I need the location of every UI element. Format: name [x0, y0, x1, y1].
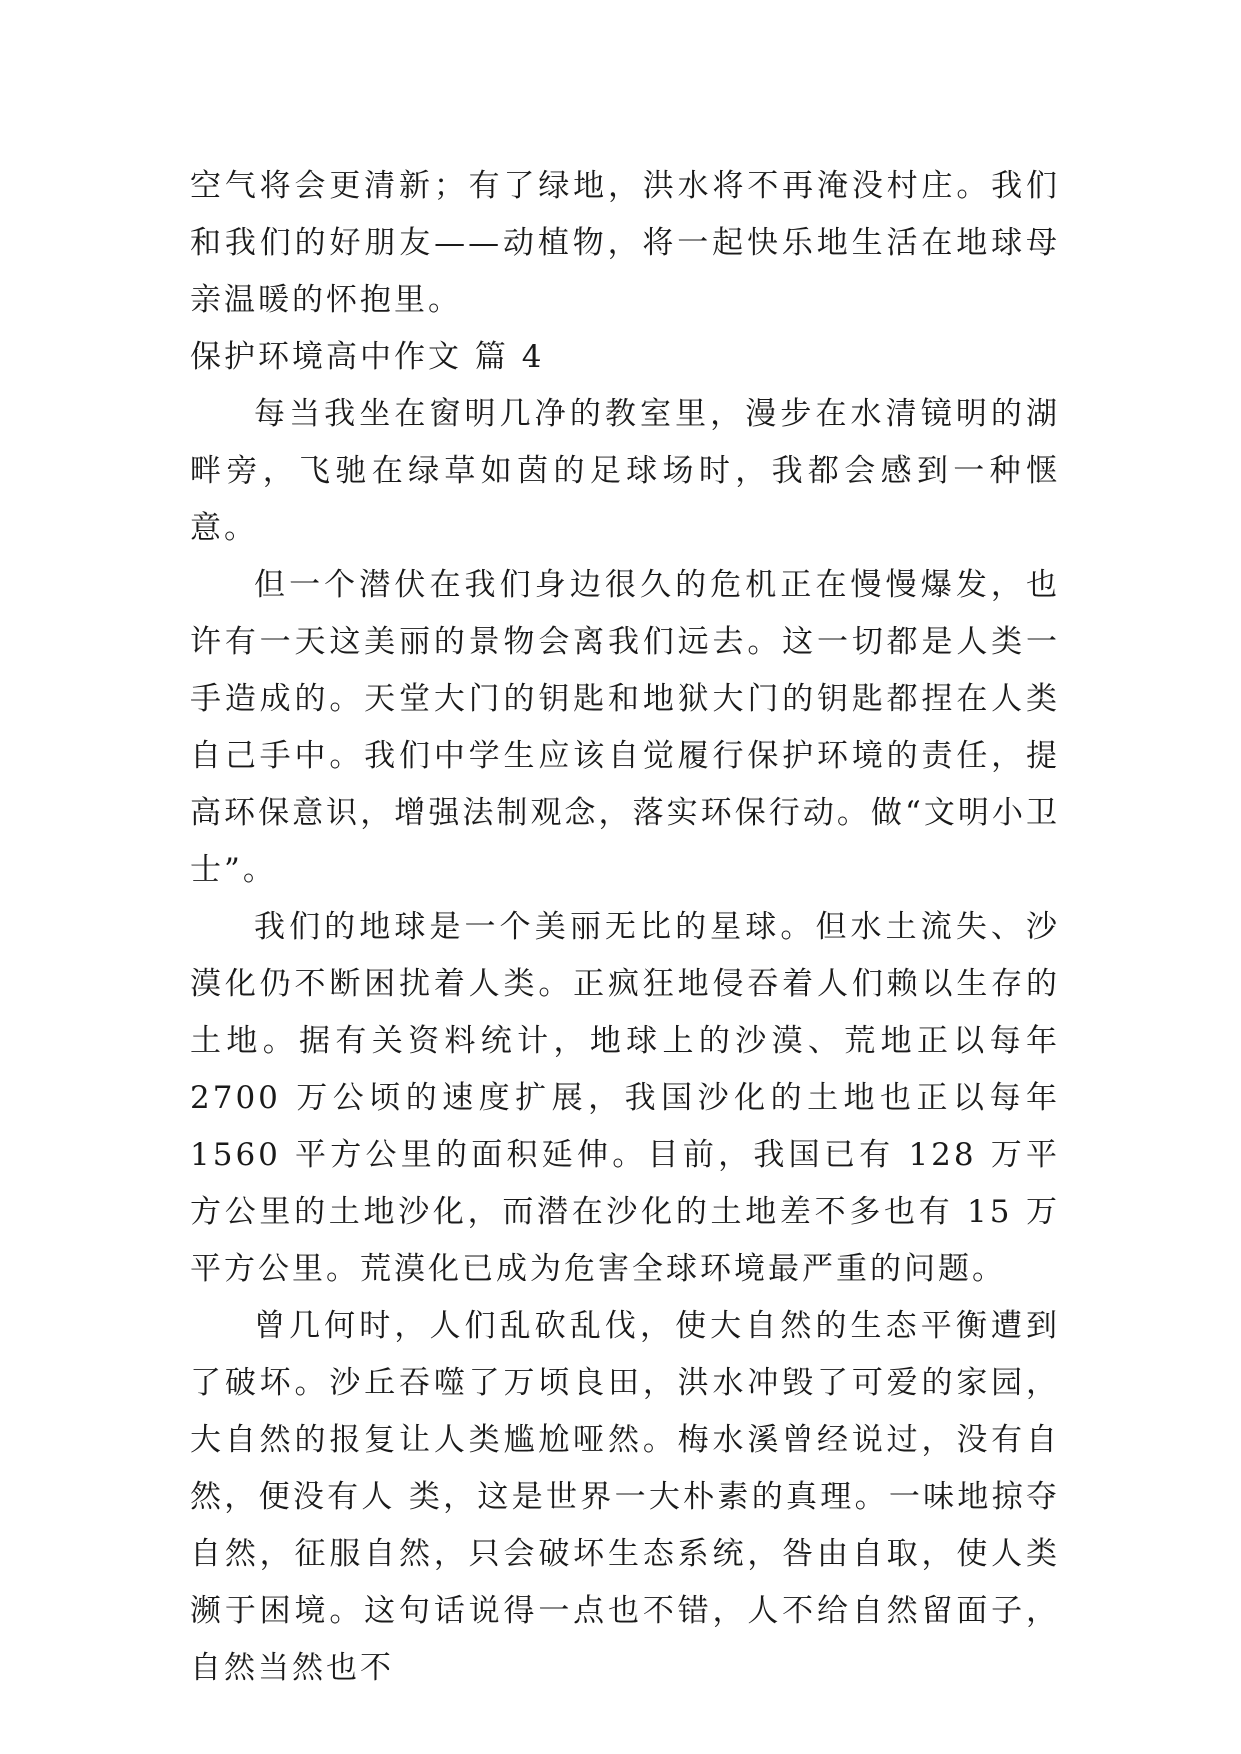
- section-heading: 保护环境高中作文 篇 4: [190, 339, 545, 375]
- document-page: [190, 158, 1060, 1697]
- paragraph-3: 我们的地球是一个美丽无比的星球。但水土流失、沙漠化仍不断困扰着人类。正疯狂地侵吞着人们赖以生存的土地。据有关资料统计，地球上的沙漠、荒地正以每年 2700 万公顷的速度扩展，我国沙化的土地也正以每年 1560 平方公里的面积延伸。目前，我国已有 128 万平方公里的土地沙化，而潜在沙化的土地差不多也有 15 万平方公里。荒漠化已成为危害全球环境最严重的问题。: [190, 909, 1060, 1287]
- paragraph-1: 每当我坐在窗明几净的教室里，漫步在水清镜明的湖畔旁，飞驰在绿草如茵的足球场时，我都会感到一种惬意。: [190, 396, 1060, 546]
- paragraph-2: 但一个潜伏在我们身边很久的危机正在慢慢爆发，也许有一天这美丽的景物会离我们远去。这一切都是人类一手造成的。天堂大门的钥匙和地狱大门的钥匙都捏在人类自己手中。我们中学生应该自觉履行保护环境的责任，提高环保意识，增强法制观念，落实环保行动。做“文明小卫士”。: [190, 567, 1060, 888]
- continued-paragraph: 空气将会更清新；有了绿地，洪水将不再淹没村庄。我们和我们的好朋友——动植物，将一起快乐地生活在地球母亲温暖的怀抱里。: [190, 168, 1060, 318]
- paragraph-4: 曾几何时，人们乱砍乱伐，使大自然的生态平衡遭到了破坏。沙丘吞噬了万顷良田，洪水冲毁了可爱的家园，大自然的报复让人类尴尬哑然。梅水溪曾经说过，没有自然，便没有人 类，这是世界一大朴素的真理。一味地掠夺自然，征服自然，只会破坏生态系统，咎由自取，使人类濒于困境。这句话说得一点也不错，人不给自然留面子，自然当然也不: [190, 1308, 1060, 1686]
